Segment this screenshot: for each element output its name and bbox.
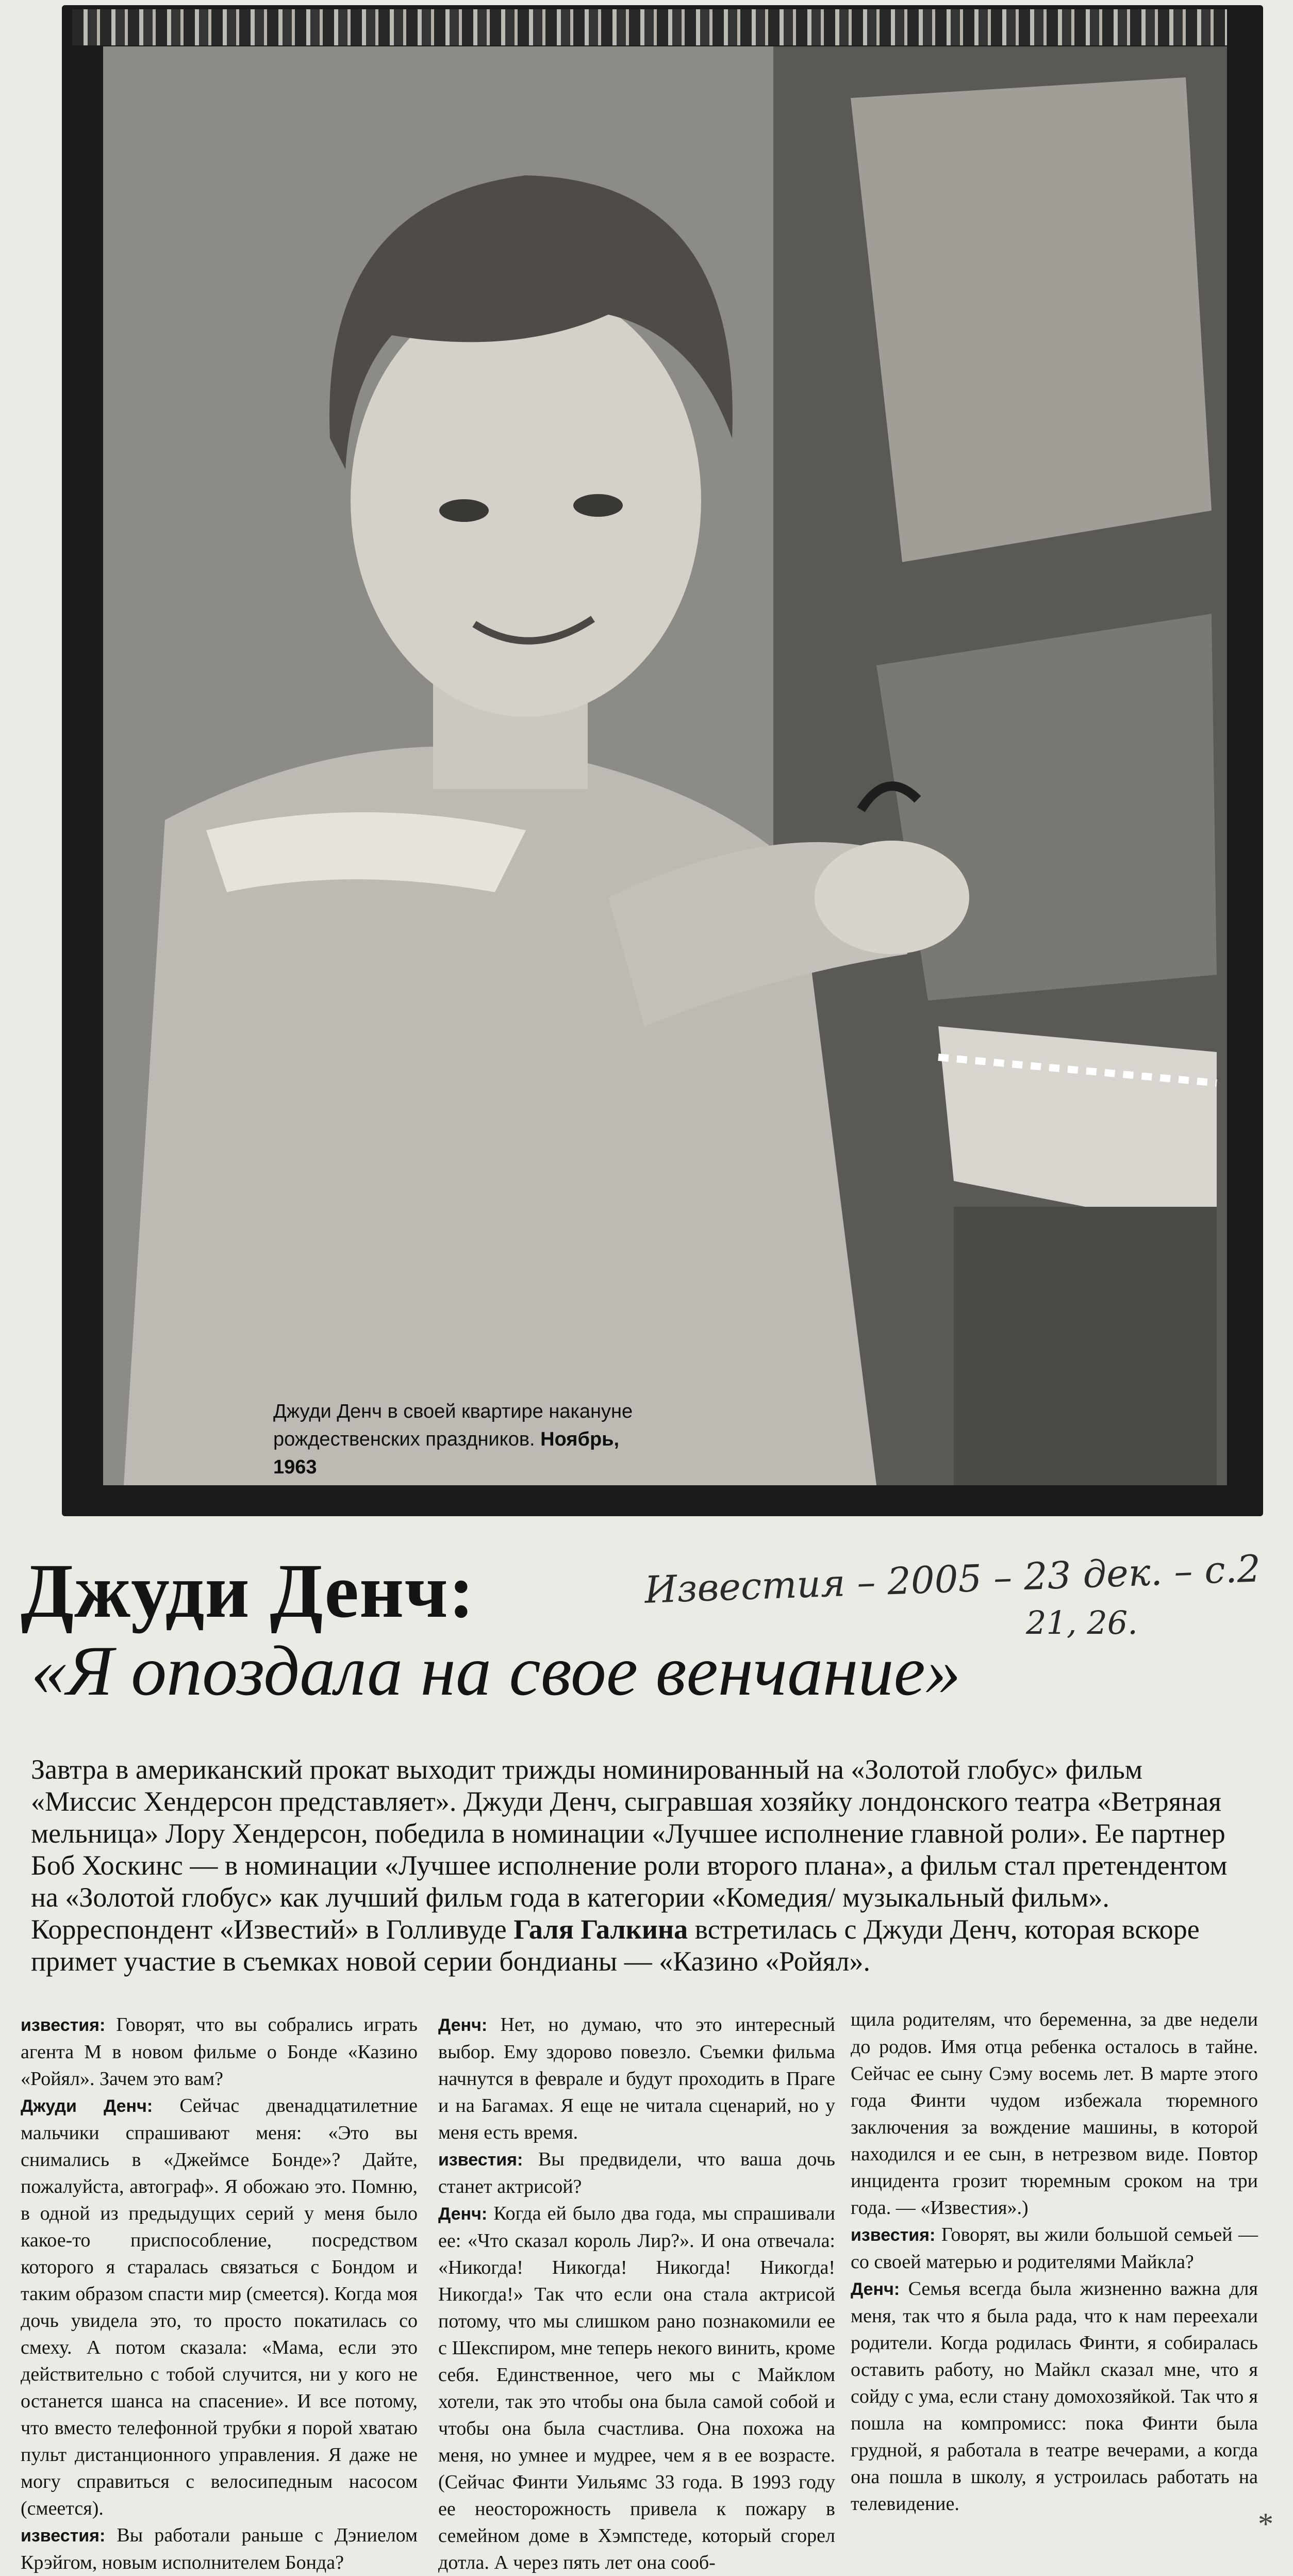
paragraph-text: Семья всегда была жизненно важна для меня, так что я была рада, что к нам переехали родители. Когда родилась Финти, я собиралась оставить работу, но Майкл сказал мне, что я сойду с ума, если стану домохозяйкой. Так что я пошла на компромисс: пока Финти была грудной, я работала в театре вечерами, а когда она пошла в школу, я устроилась работать на телевидение.: [851, 2278, 1258, 2515]
headline-subtitle: «Я опоздала на свое венчание»: [31, 1631, 961, 1710]
lead-author: Галя Галкина: [513, 1914, 688, 1945]
paragraph-text: Вы предвидели, что ваша дочь станет актрисой?: [438, 2148, 835, 2197]
handwritten-note: Известия – 2005 – 23 дек. – с.2: [643, 1547, 1262, 1612]
paragraph-text: Говорят, вы жили большой семьей — со своей матерью и родителями Майкла?: [851, 2224, 1258, 2273]
speaker-label: известия:: [21, 2015, 106, 2035]
paragraph-text: Когда ей было два года, мы спрашивали ее: «Что сказал король Лир?». И она отвечала: «Никогда! Никогда! Никогда! Никогда! Никогда!» Так что если она стала актрисой потому, что мы слишком рано познакомили ее с Шекспиром, мне теперь некого винить, кроме себя. Единственное, чего мы с Майклом хотели, так это чтобы она была самой собой и чтобы она была счастлива. Она похожа на меня, но умнее и мудрее, чем я в ее возрасте. (Сейчас Финти Уильямс 33 года. В 1993 году ее неосторожность привела к пожару в семейном доме в Хэмпстеде, который сгорел дотла. А через пять лет она сооб-: [438, 2203, 836, 2573]
speaker-label: известия:: [851, 2225, 936, 2245]
photo-caption-text: Джуди Денч в своей квартире накануне рождественских праздников.: [273, 1401, 633, 1450]
speaker-label: Денч:: [438, 2015, 488, 2035]
speaker-label: известия:: [438, 2150, 523, 2170]
qa-paragraph: [851, 2221, 1258, 2275]
qa-paragraph: [21, 2092, 418, 2522]
photo-caption: [273, 1398, 634, 1481]
speaker-label: Джуди Денч:: [21, 2096, 153, 2116]
paragraph-text: Вы работали раньше с Дэниелом Крэйгом, новым исполнителем Бонда?: [21, 2524, 418, 2573]
handwritten-pages: 21, 26.: [1026, 1604, 1138, 1642]
article-column-3: [851, 2006, 1258, 2517]
article-column-1: [21, 2011, 418, 2576]
photo-caption-date: Ноябрь, 1963: [273, 1429, 620, 1478]
paragraph-text: Говорят, что вы собрались играть агента М в новом фильме о Бонде «Казино «Ройял». Зачем это вам?: [21, 2014, 418, 2090]
paragraph-text: Сейчас двенадцатилетние мальчики спрашивают меня: «Это вы снимались в «Джеймсе Бонде»? Дайте, пожалуйста, автограф». Я обожаю это. Помню, в одной из предыдущих серий у меня было какое-то приспособление, посредством которого я старалась связаться с Бондом и таким образом спасти мир (смеется). Когда моя дочь увидела это, то просто покатилась со смеху. А потом сказала: «Мама, если это действительно с тобой случится, ни у кого не останется шанса на спасение». И все потому, что вместо телефонной трубки я порой хватаю пульт дистанционного управления. Я даже не могу справиться с велосипедным насосом (смеется).: [21, 2095, 418, 2519]
speaker-label: Денч:: [851, 2279, 900, 2299]
qa-paragraph: [851, 2006, 1258, 2221]
qa-paragraph: [438, 2011, 835, 2146]
lead-text-2: встретилась с Джуди Денч, которая вскоре примет участие в съемках новой серии бондианы — «Казино «Ройял».: [31, 1914, 1200, 1977]
end-mark: *: [1258, 2507, 1273, 2541]
article-column-2: [438, 2011, 835, 2576]
lead-text-1: Завтра в американский прокат выходит трижды номинированный на «Золотой глобус» фильм «Миссис Хендерсон представляет». Джуди Денч, сыгравшая хозяйку лондонского театра «Ветряная мельница» Лору Хендерсон, победила в номинации «Лучшее исполнение главной роли». Ее партнер Боб Хоскинс — в номинации «Лучшее исполнение роли второго плана», а фильм стал претендентом на «Золотой глобус» как лучший фильм года в категории «Комедия/ музыкальный фильм». Корреспондент «Известий» в Голливуде: [31, 1754, 1228, 1945]
photo-film-edge: [72, 9, 1227, 45]
qa-paragraph: [21, 2011, 418, 2092]
speaker-label: известия:: [21, 2526, 106, 2546]
photo-illustration: [103, 46, 1227, 1485]
qa-paragraph: [851, 2275, 1258, 2517]
paragraph-text: щила родителям, что беременна, за две недели до родов. Имя отца ребенка осталось в тайне. Сейчас ее сыну Сэму восемь лет. В марте этого года Финти чудом избежала тюремного заключения за вождение машины, в которой находился и ее сын, в нетрезвом виде. Повтор инцидента грозит тюремным сроком на три года. — «Известия».): [851, 2009, 1258, 2219]
speaker-label: Денч:: [438, 2204, 488, 2224]
photo-judi-dench: [103, 46, 1227, 1485]
qa-paragraph: [438, 2200, 835, 2576]
qa-paragraph: [21, 2522, 418, 2576]
qa-paragraph: [438, 2146, 835, 2200]
headline-title: Джуди Денч:: [21, 1548, 475, 1634]
lead-paragraph: [31, 1753, 1232, 1977]
paragraph-text: Нет, но думаю, что это интересный выбор. Ему здорово повезло. Съемки фильма начнутся в феврале и будут проходить в Праге и на Багамах. Я еще не читала сценарий, но у меня есть время.: [438, 2014, 835, 2143]
